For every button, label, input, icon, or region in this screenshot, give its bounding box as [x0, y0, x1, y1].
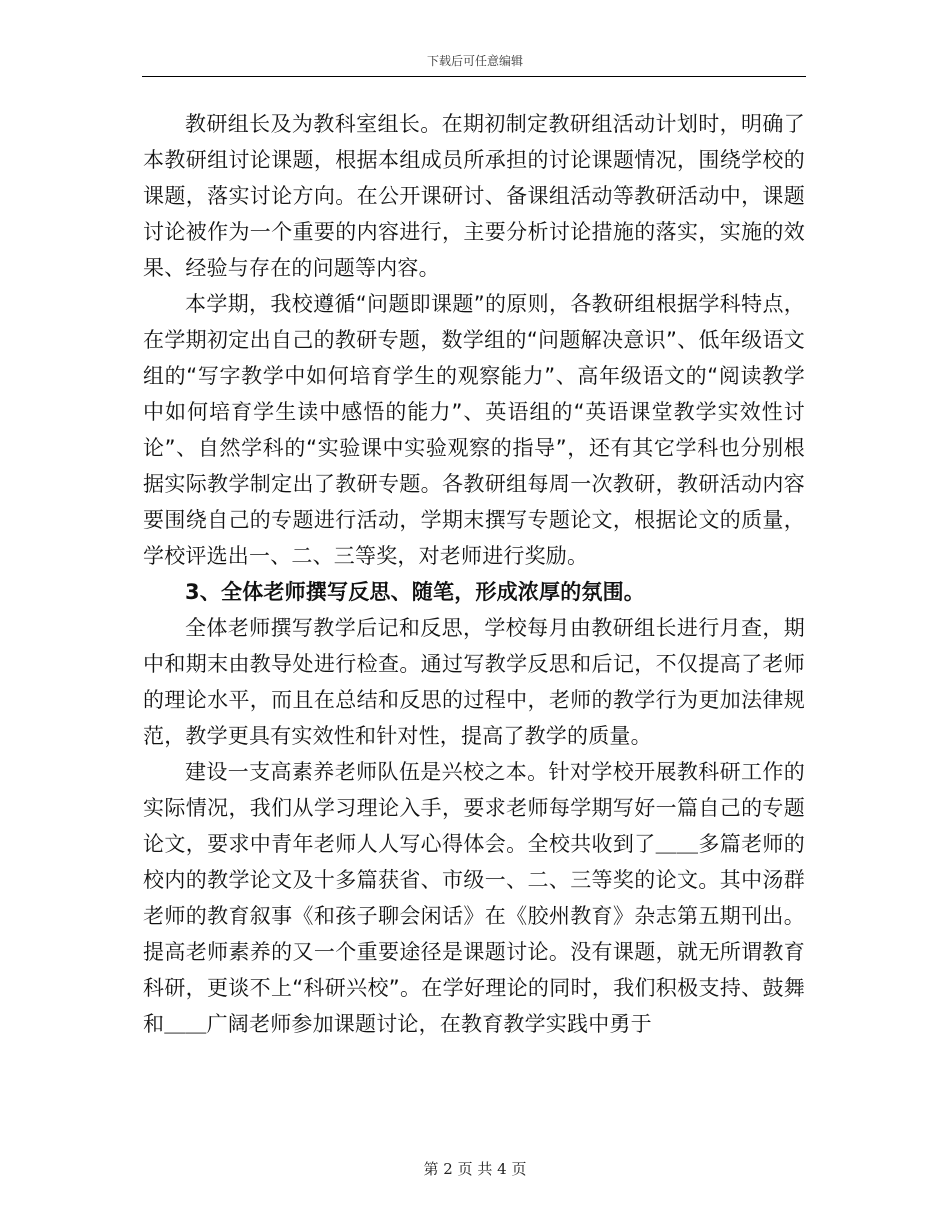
paragraph: 教研组长及为教科室组长。在期初制定教研组活动计划时，明确了本教研组讨论课题，根据本组成员所承担的讨论课题情况，围绕学校的课题，落实讨论方向。在公开课研讨、备课组活动等教研活动中，课题讨论被作为一个重要的内容进行，主要分析讨论措施的落实，实施的效果、经验与存在的问题等内容。 — [143, 112, 805, 280]
page-number: 第 2 页 共 4 页 — [423, 1160, 527, 1178]
document-body — [143, 106, 805, 1042]
paragraph: 建设一支高素养老师队伍是兴校之本。针对学校开展教科研工作的实际情况，我们从学习理论入手，要求老师每学期写好一篇自己的专题论文，要求中青年老师人人写心得体会。全校共收到了＿＿多篇老师的校内的教学论文及十多篇获省、市级一、二、三等奖的论文。其中汤群老师的教育叙事《和孩子聊会闲话》在《胶州教育》杂志第五期刊出。提高老师素养的又一个重要途径是课题讨论。没有课题，就无所谓教育科研，更谈不上“科研兴校”。在学好理论的同时，我们积极支持、鼓舞和＿＿广阔老师参加课题讨论，在教育教学实践中勇于 — [143, 760, 805, 1036]
paragraph: 全体老师撰写教学后记和反思，学校每月由教研组长进行月查，期中和期末由教导处进行检查。通过写教学反思和后记，不仅提高了老师的理论水平，而且在总结和反思的过程中，老师的教学行为更加法律规范，教学更具有实效性和针对性，提高了教学的质量。 — [143, 616, 805, 748]
header-divider — [142, 76, 806, 77]
paragraph: 本学期，我校遵循“问题即课题”的原则，各教研组根据学科特点，在学期初定出自己的教研专题，数学组的“问题解决意识”、低年级语文组的“写字教学中如何培育学生的观察能力”、高年级语文的“阅读教学中如何培育学生读中感悟的能力”、英语组的“英语课堂教学实效性讨论”、自然学科的“实验课中实验观察的指导”，还有其它学科也分别根据实际教学制定出了教研专题。各教研组每周一次教研，教研活动内容要围绕自己的专题进行活动，学期末撰写专题论文，根据论文的质量，学校评选出一、二、三等奖，对老师进行奖励。 — [143, 292, 805, 568]
header-note: 下载后可任意编辑 — [426, 54, 523, 68]
section-heading: 3、全体老师撰写反思、随笔，形成浓厚的氛围。 — [185, 580, 646, 604]
